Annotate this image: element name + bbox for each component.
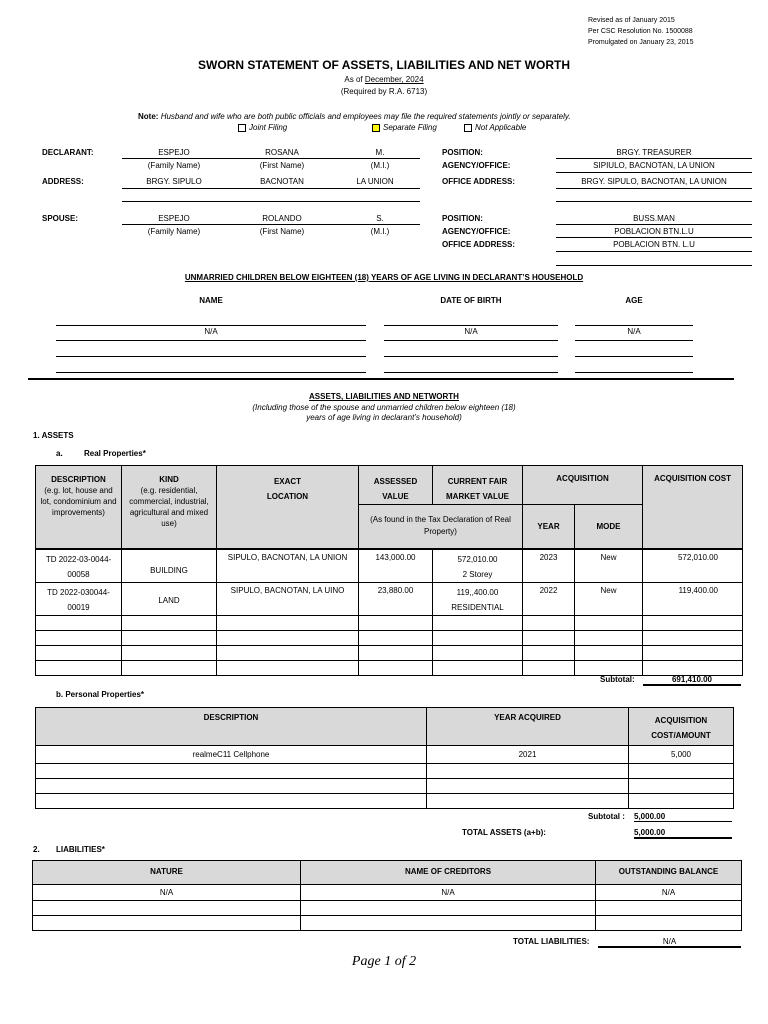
cell-personal-year: 2021 — [427, 746, 629, 764]
col-description — [36, 466, 122, 549]
as-of-date: December, 2024 — [364, 75, 424, 84]
note-label: Note: — [138, 112, 159, 121]
cell-kind: BUILDING — [122, 549, 217, 583]
separate-filing-option[interactable] — [372, 123, 437, 132]
note-text: Husband and wife who are both public officials and employees may file the required statements jointly or separately. — [160, 112, 571, 121]
child-name: N/A — [204, 327, 218, 336]
spouse-family-name: ESPEJO — [158, 214, 190, 223]
revision-line-2: Per CSC Resolution No. 1500088 — [588, 28, 693, 35]
spouse-position: BUSS.MAN — [633, 214, 675, 223]
col-assessed-1: ASSESSED — [373, 477, 418, 486]
table-row — [36, 660, 743, 675]
checkbox-icon[interactable] — [238, 124, 246, 132]
real-properties-letter: a. — [56, 449, 63, 458]
cell-personal-desc: realmeC11 Cellphone — [36, 746, 427, 764]
spouse-office-address: POBLACION BTN. L.U — [613, 240, 695, 249]
personal-subtotal-label: Subtotal : — [588, 812, 625, 821]
cell-creditor: N/A — [301, 885, 596, 901]
separate-filing-label: Separate Filing — [383, 123, 437, 132]
spouse-agency: POBLACION BTN.L.U — [614, 227, 694, 236]
col-location-1: EXACT — [273, 477, 302, 486]
child-dob: N/A — [464, 327, 478, 336]
col-fmv-2: MARKET VALUE — [446, 492, 509, 501]
real-subtotal-value: 691,410.00 — [643, 675, 741, 686]
real-properties-label: Real Properties* — [84, 449, 146, 458]
checkbox-icon[interactable] — [372, 124, 380, 132]
table-row — [36, 794, 734, 809]
required-by: (Required by R.A. 6713) — [340, 87, 428, 96]
agency-label: AGENCY/OFFICE: — [442, 161, 511, 170]
caption-mi: (M.I.) — [370, 161, 390, 170]
table-row — [36, 549, 743, 583]
as-of-label: As of — [344, 75, 363, 84]
declarant-label: DECLARANT: — [42, 148, 94, 157]
real-properties-table — [35, 465, 743, 676]
col-assessed — [359, 466, 433, 505]
cell-assessed: 143,000.00 — [359, 549, 433, 583]
liabilities-label: LIABILITIES* — [56, 845, 105, 854]
cell-fmv: 119,,400.00 — [456, 587, 499, 597]
col-year: YEAR — [523, 505, 575, 549]
col-tax-declaration-note: (As found in the Tax Declaration of Real Property) — [359, 505, 523, 549]
cell-balance: N/A — [596, 885, 742, 901]
spouse-position-label: POSITION: — [442, 214, 483, 223]
address-municipality: BACNOTAN — [260, 177, 304, 186]
col-location — [217, 466, 359, 549]
personal-properties-label: b. Personal Properties* — [56, 690, 145, 699]
cell-mode: New — [575, 582, 643, 615]
col-nature: NATURE — [33, 861, 301, 885]
address-province: LA UNION — [356, 177, 394, 186]
not-applicable-option[interactable] — [464, 123, 526, 132]
cell-cost: 572,010.00 — [643, 549, 743, 583]
declarant-first-name: ROSANA — [265, 148, 299, 157]
col-acquisition: ACQUISITION — [523, 466, 643, 505]
col-description-sub: (e.g. lot, house and lot, condominium and improvements) — [40, 486, 117, 517]
cell-location: SIPULO, BACNOTAN, LA UNION — [217, 549, 359, 583]
page-number: Page 1 of 2 — [351, 954, 417, 969]
col-personal-cost-1: ACQUISITION — [654, 716, 708, 725]
col-year-acquired: YEAR ACQUIRED — [427, 708, 629, 746]
col-creditors: NAME OF CREDITORS — [301, 861, 596, 885]
cell-kind: LAND — [122, 582, 217, 615]
section-divider — [28, 378, 734, 380]
table-row — [33, 901, 742, 916]
cell-year: 2023 — [523, 549, 575, 583]
cell-fmv-note: RESIDENTIAL — [451, 602, 504, 612]
col-fmv-1: CURRENT FAIR — [447, 477, 508, 486]
table-row — [36, 764, 734, 779]
spouse-label: SPOUSE: — [42, 214, 79, 223]
page-title: SWORN STATEMENT OF ASSETS, LIABILITIES AND NET WORTH — [198, 58, 570, 72]
address-barangay: BRGY. SIPULO — [146, 177, 202, 186]
caption-family-name: (Family Name) — [147, 161, 201, 170]
personal-subtotal-value: 5,000.00 — [634, 812, 732, 822]
declarant-position: BRGY. TREASURER — [616, 148, 692, 157]
total-assets-label: TOTAL ASSETS (a+b): — [462, 828, 546, 837]
note — [138, 112, 571, 121]
cell-fmv-note: 2 Storey — [462, 569, 493, 579]
revision-line-1: Revised as of January 2015 — [588, 17, 675, 24]
col-personal-cost-2: COST/AMOUNT — [651, 731, 711, 740]
as-of — [0, 75, 768, 84]
children-col-dob: DATE OF BIRTH — [440, 296, 502, 305]
assets-label: 1. ASSETS — [33, 431, 74, 440]
col-balance: OUTSTANDING BALANCE — [596, 861, 742, 885]
spouse-mi: S. — [376, 214, 384, 223]
table-row — [36, 630, 743, 645]
col-kind-sub: (e.g. residential, commercial, industrial, agricultural and mixed use) — [129, 486, 209, 528]
col-personal-cost — [629, 708, 734, 746]
declarant-office-address: BRGY. SIPULO, BACNOTAN, LA UNION — [581, 177, 727, 186]
col-mode: MODE — [575, 505, 643, 549]
cell-fmv: 572,010.00 — [457, 554, 498, 564]
col-fmv — [433, 466, 523, 505]
children-col-name: NAME — [199, 296, 223, 305]
cell-desc-2: 00058 — [67, 569, 90, 579]
spouse-office-address-label: OFFICE ADDRESS: — [442, 240, 516, 249]
col-description-title: DESCRIPTION — [51, 475, 106, 484]
cell-location: SIPULO, BACNOTAN, LA UINO — [217, 582, 359, 615]
personal-properties-table — [35, 707, 734, 809]
children-heading: UNMARRIED CHILDREN BELOW EIGHTEEN (18) YEARS OF AGE LIVING IN DECLARANT’S HOUSEHOLD — [184, 273, 584, 282]
total-liabilities-value: N/A — [598, 937, 741, 948]
cell-desc: TD 2022-03-0044- — [45, 554, 112, 564]
aln-sub-2: years of age living in declarant’s household) — [306, 413, 462, 422]
cell-desc: TD 2022-030044- — [47, 587, 110, 597]
total-liabilities-label: TOTAL LIABILITIES: — [513, 937, 590, 946]
declarant-agency: SIPIULO, BACNOTAN, LA UNION — [593, 161, 715, 170]
spouse-first-name: ROLANDO — [262, 214, 302, 223]
liabilities-table — [32, 860, 742, 931]
col-acquisition-cost: ACQUISITION COST — [643, 466, 743, 549]
not-applicable-label: Not Applicable — [475, 123, 527, 132]
table-row — [36, 779, 734, 794]
spouse-caption-mi: (M.I.) — [370, 227, 390, 236]
col-personal-description: DESCRIPTION — [36, 708, 427, 746]
table-row — [33, 916, 742, 931]
table-row — [36, 615, 743, 630]
joint-filing-option[interactable] — [238, 123, 287, 132]
spouse-caption-first-name: (First Name) — [259, 227, 305, 236]
cell-mode: New — [575, 549, 643, 583]
cell-desc-2: 00019 — [67, 602, 90, 612]
caption-first-name: (First Name) — [259, 161, 305, 170]
position-label: POSITION: — [442, 148, 483, 157]
office-address-label: OFFICE ADDRESS: — [442, 177, 516, 186]
spouse-agency-label: AGENCY/OFFICE: — [442, 227, 511, 236]
declarant-mi: M. — [375, 148, 385, 157]
table-row — [36, 582, 743, 615]
spouse-caption-family-name: (Family Name) — [147, 227, 201, 236]
address-label: ADDRESS: — [42, 177, 84, 186]
table-row — [36, 746, 734, 764]
children-col-age: AGE — [625, 296, 643, 305]
declarant-family-name: ESPEJO — [158, 148, 190, 157]
table-row — [36, 645, 743, 660]
cell-personal-cost: 5,000 — [629, 746, 734, 764]
table-row — [33, 885, 742, 901]
revision-line-3: Promulgated on January 23, 2015 — [588, 39, 694, 46]
aln-heading: ASSETS, LIABILITIES AND NETWORTH — [309, 392, 459, 401]
col-kind — [122, 466, 217, 549]
cell-nature: N/A — [33, 885, 301, 901]
col-assessed-2: VALUE — [382, 492, 409, 501]
cell-year: 2022 — [523, 582, 575, 615]
total-assets-value: 5,000.00 — [634, 828, 732, 839]
col-kind-title: KIND — [159, 475, 179, 484]
real-subtotal-label: Subtotal: — [600, 675, 635, 684]
aln-sub-1: (Including those of the spouse and unmarried children below eighteen (18) — [252, 403, 516, 412]
revision-note — [588, 15, 693, 48]
child-age: N/A — [627, 327, 641, 336]
cell-cost: 119,400.00 — [643, 582, 743, 615]
cell-assessed: 23,880.00 — [359, 582, 433, 615]
joint-filing-label: Joint Filing — [249, 123, 288, 132]
liabilities-number: 2. — [33, 845, 40, 854]
col-location-2: LOCATION — [266, 492, 309, 501]
checkbox-icon[interactable] — [464, 124, 472, 132]
